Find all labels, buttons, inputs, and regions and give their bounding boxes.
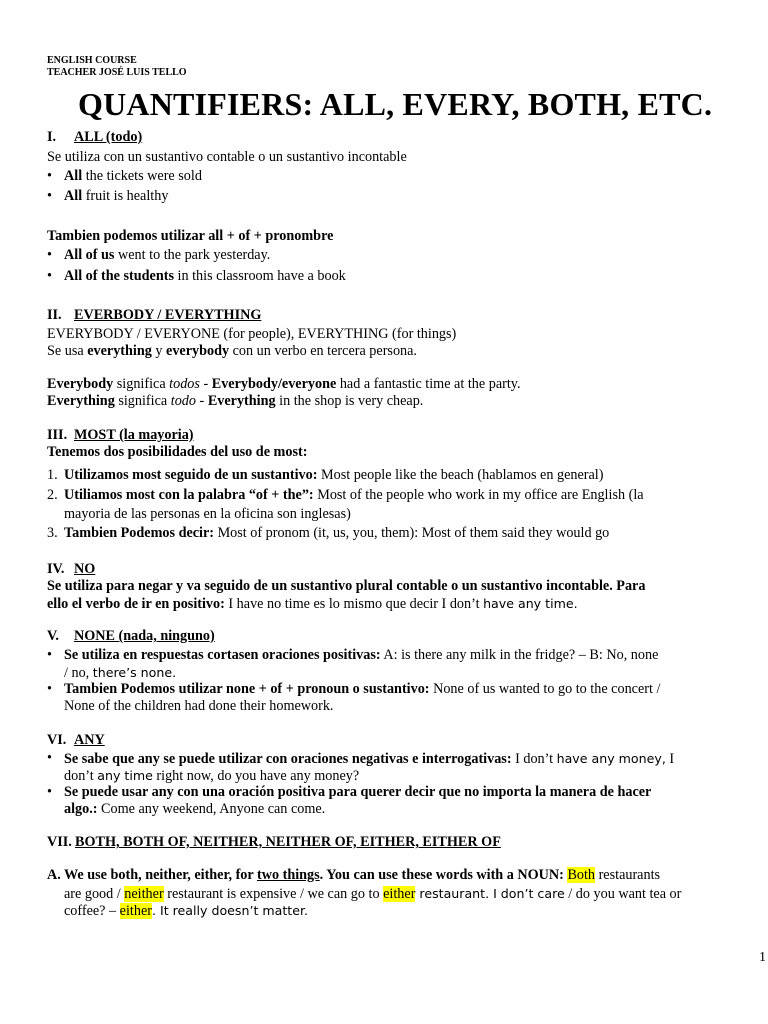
section-5-heading: V. NONE (nada, ninguno) (47, 628, 215, 644)
section-2-heading: II. EVERBODY / EVERYTHING (47, 307, 262, 323)
section-2-line: Se usa everything y everybody con un verbo en tercera persona. (47, 343, 417, 359)
page-title: QUANTIFIERS: ALL, EVERY, BOTH, ETC. (78, 86, 713, 122)
section-7-line: A. We use both, neither, either, for two things. You can use these words with a NOUN: Both restaurants (47, 867, 661, 883)
section-7-line: are good / neither restaurant is expensive / we can go to either restaurant. I don’t care / do you want tea or (64, 886, 682, 902)
section-number: I. (47, 129, 57, 145)
highlight-neither: neither (124, 886, 164, 902)
course-label: ENGLISH COURSE (47, 55, 137, 66)
highlight-either: either (119, 903, 152, 919)
list-item-continuation: don’t any time right now, do you have any money? (64, 768, 360, 784)
list-item-continuation: / no, there’s none. (64, 665, 177, 681)
page-number: 1 (759, 950, 766, 965)
section-2-line: Everybody significa todos - Everybody/everyone had a fantastic time at the party. (47, 376, 521, 392)
section-7-heading: VII. BOTH, BOTH OF, NEITHER, NEITHER OF, EITHER, EITHER OF (47, 834, 501, 850)
section-3-subheading: Tenemos dos posibilidades del uso de most: (47, 444, 308, 460)
list-item-continuation: mayoria de las personas en la oficina son inglesas) (64, 506, 351, 522)
section-2-line: EVERYBODY / EVERYONE (for people), EVERYTHING (for things) (47, 326, 457, 342)
list-item-continuation: algo.: Come any weekend, Anyone can come. (64, 801, 326, 817)
section-6-heading: VI. ANY (47, 732, 105, 748)
highlight-either: either (383, 886, 416, 902)
section-3-heading: III. MOST (la mayoria) (47, 427, 194, 443)
teacher-label: TEACHER JOSÉ LUIS TELLO (47, 67, 187, 78)
section-1-heading (47, 129, 142, 146)
section-4-line: Se utiliza para negar y va seguido de un sustantivo plural contable o un sustantivo incontable. Para (47, 578, 646, 594)
section-4-line: ello el verbo de ir en positivo: I have no time es lo mismo que decir I don’t have any time. (47, 596, 578, 612)
section-1-intro: Se utiliza con un sustantivo contable o un sustantivo incontable (47, 149, 407, 165)
list-item-continuation: None of the children had done their homework. (64, 698, 334, 714)
section-4-heading: IV. NO (47, 561, 96, 577)
section-1-subheading: Tambien podemos utilizar all + of + pronombre (47, 228, 334, 244)
section-title: ALL (todo) (74, 129, 143, 145)
highlight-both: Both (567, 867, 596, 883)
section-7-line: coffee? – either. It really doesn’t matter. (64, 903, 309, 919)
section-2-line: Everything significa todo - Everything in the shop is very cheap. (47, 393, 424, 409)
